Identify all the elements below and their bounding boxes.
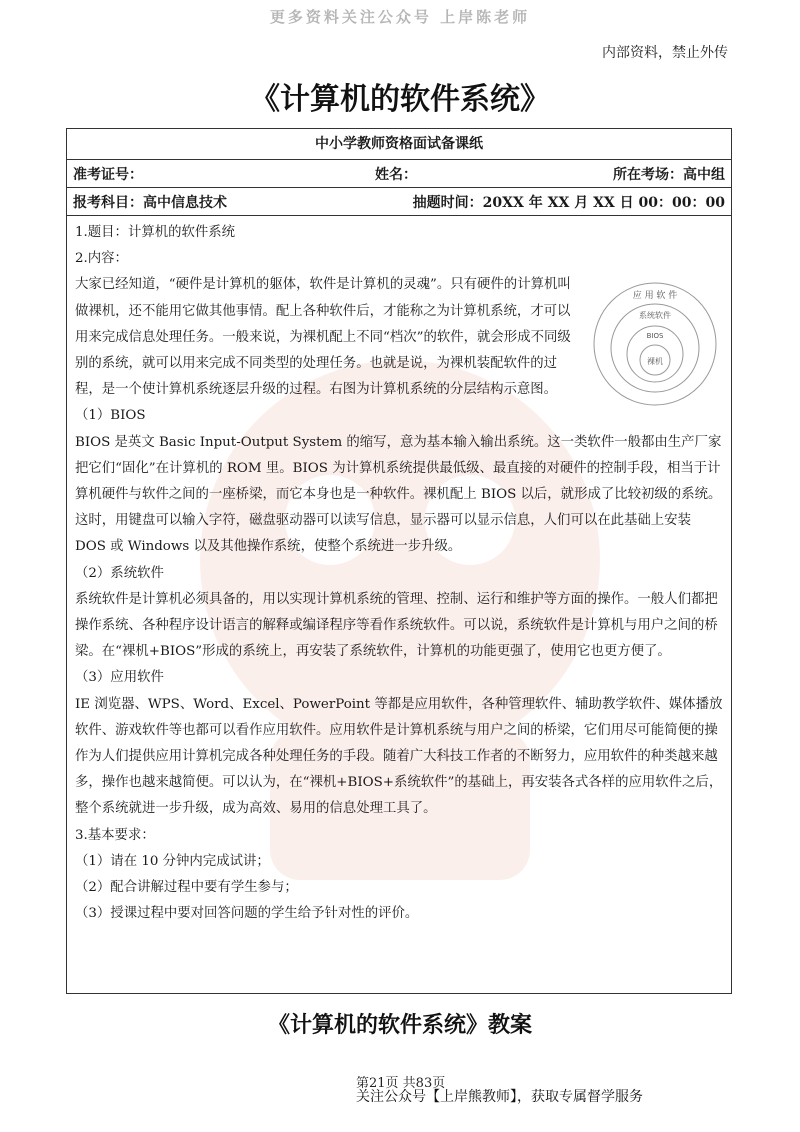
ring-bios-label: BIOS	[646, 332, 664, 341]
ring-application-label: 应 用 软 件	[632, 291, 678, 302]
lesson-prep-form	[66, 128, 732, 994]
ring-core-label: 裸机	[647, 357, 663, 367]
section-application-text: IE 浏览器、WPS、Word、Excel、PowerPoint 等都是应用软件，各种管理软件、辅助教学软件、媒体播放软件、游戏软件等也都可以看作应用软件。应用软件是计算机系统与用户之间的桥梁，它们用尽可能简便的操作为人们提供应用计算机完成各种处理任务的手段。随着广大科技工作者的不断努力，应用软件的种类越来越多，操作也越来越简便。可以认为，在“裸机+BIOS+系统软件”的基础上，再安装各式各样的应用软件之后，整个系统就进一步升级，成为高效、易用的信息处理工具了。	[75, 696, 723, 817]
section-system-heading: （2）系统软件	[75, 565, 164, 581]
exam-id-label: 准考证号：	[73, 166, 143, 183]
draw-time-label: 抽题时间：20XX 年 XX 月 XX 日 00：00：00	[412, 194, 725, 211]
lesson-plan-title: 《计算机的软件系统》教案	[267, 1013, 532, 1038]
intro-paragraph: 大家已经知道，“硬件是计算机的躯体，软件是计算机的灵魂”。只有硬件的计算机叫做裸机，还不能用它做其他事情。配上各种软件后，才能称之为计算机系统，才可以用来完成信息处理任务。一般来说，为裸机配上不同“档次”的软件，就会形成不同级别的系统，就可以用来完成不同类型的处理任务。也就是说，为裸机装配软件的过程，是一个使计算机系统逐层升级的过程。右图为计算机系统的分层结构示意图。	[75, 277, 571, 398]
subject-info-row	[67, 188, 731, 216]
subject-label: 报考科目：高中信息技术	[73, 194, 227, 211]
topic-line: 1.题目：计算机的软件系统	[75, 225, 236, 240]
footer-note: 关注公众号【上岸熊教师】，获取专属督学服务	[356, 1089, 643, 1105]
requirement-item: （3）授课过程中要对回答问题的学生给予针对性的评价。	[75, 906, 419, 922]
requirement-item: （1）请在 10 分钟内完成试讲；	[75, 853, 270, 869]
promo-banner: 更多资料关注公众号 上岸陈老师	[269, 8, 531, 26]
confidential-notice: 内部资料，禁止外传	[602, 45, 728, 61]
section-bios-heading: （1）BIOS	[75, 408, 146, 424]
form-title: 中小学教师资格面试备课纸	[67, 129, 731, 160]
exam-location-label: 所在考场：高中组	[613, 166, 725, 183]
requirements-heading: 3.基本要求：	[75, 827, 155, 843]
candidate-info-row	[67, 160, 731, 188]
requirement-item: （2）配合讲解过程中要有学生参与；	[75, 880, 298, 896]
ring-system-label: 系统软件	[639, 311, 671, 321]
form-content	[67, 216, 731, 927]
section-bios-text: BIOS 是英文 Basic Input-Output System 的缩写，意为基本输入输出系统。这一类软件一般都由生产厂家把它们“固化”在计算机的 ROM 里。BIOS 为计算机系统提供最低级、最直接的对硬件的控制手段，相当于计算机硬件与软件之间的一座桥梁，而它本身也是一种软件。裸机配上 BIOS 以后，就形成了比较初级的系统。这时，用键盘可以输入字符，磁盘驱动器可以读写信息，显示器可以显示信息，人们可以在此基础上安装 DOS 或 Windows 以及其他操作系统，使整个系统进一步升级。	[75, 434, 722, 555]
page-title: 《计算机的软件系统》	[250, 82, 550, 117]
page-number: 第21页 共83页	[356, 1076, 446, 1091]
section-system-text: 系统软件是计算机必须具备的，用以实现计算机系统的管理、控制、运行和维护等方面的操作。一般人们都把操作系统、各种程序设计语言的解释或编译程序等看作系统软件。可以说，系统软件是计算机与用户之间的桥梁。在“裸机+BIOS”形成的系统上，再安装了系统软件，计算机的功能更强了，使用它也更方便了。	[75, 591, 718, 660]
layered-structure-diagram	[591, 280, 719, 408]
content-heading: 2.内容：	[75, 251, 128, 267]
section-application-heading: （3）应用软件	[75, 670, 164, 686]
name-label: 姓名：	[375, 166, 417, 183]
